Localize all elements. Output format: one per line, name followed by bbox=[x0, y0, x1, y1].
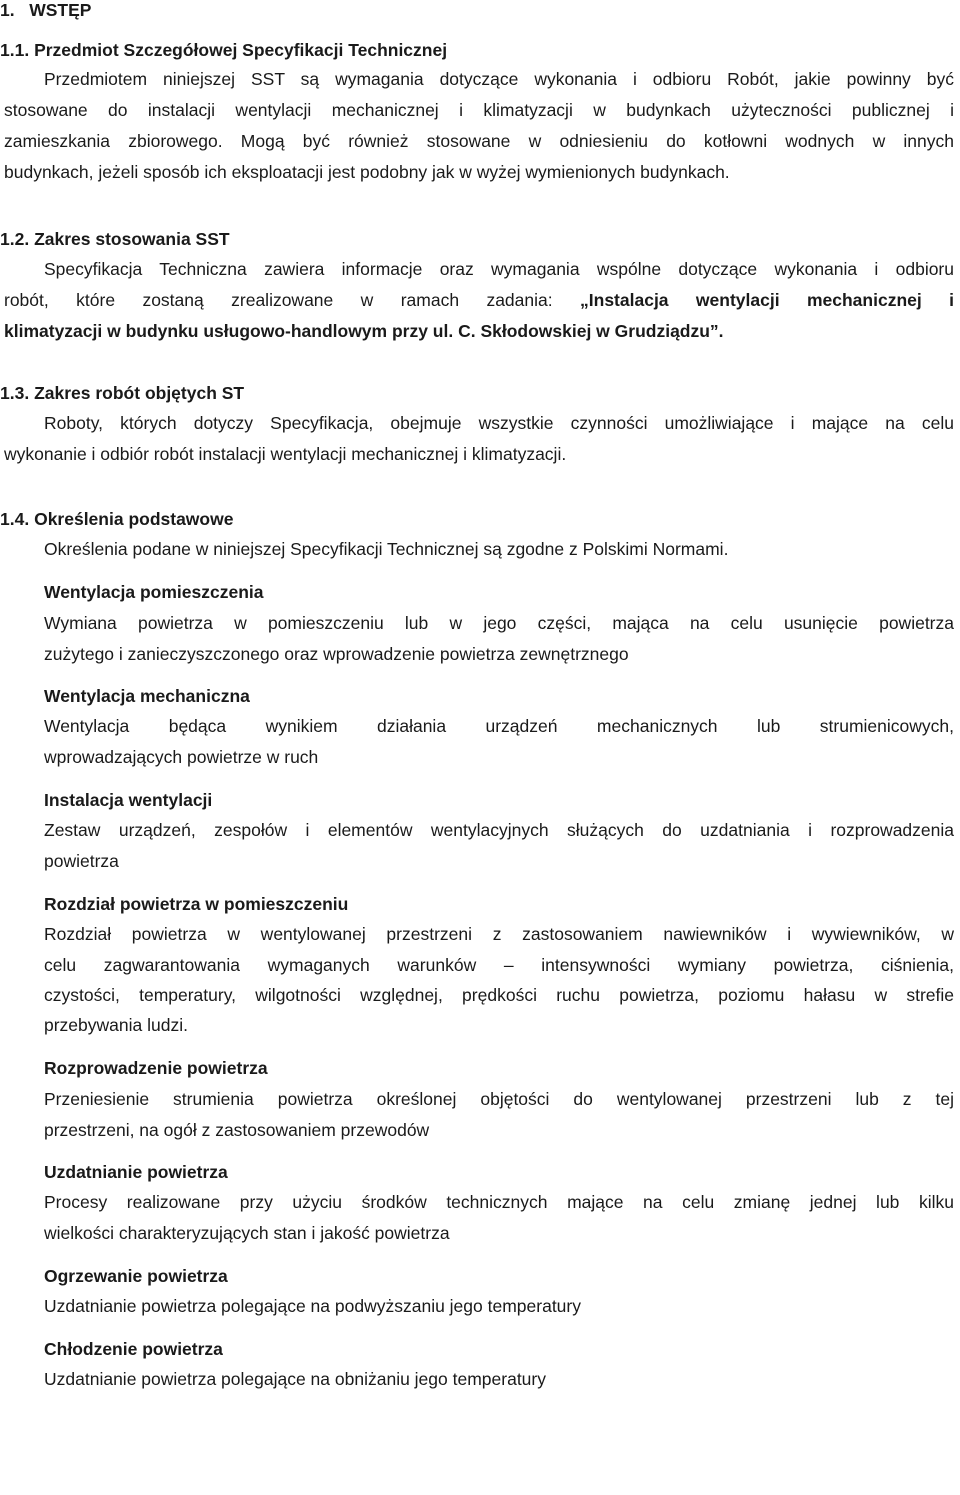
section-heading-1-1 bbox=[0, 40, 447, 61]
definition-line bbox=[44, 1089, 954, 1110]
section-title: Zakres stosowania SST bbox=[34, 229, 230, 249]
chapter-number: 1. bbox=[0, 0, 15, 20]
task-name-bold: klimatyzacji w budynku usługowo-handlowym przy ul. C. Skłodowskiej w Grudziądzu”. bbox=[4, 321, 724, 341]
definition-line: wprowadzających powietrze w ruch bbox=[44, 747, 319, 767]
text-line: Przedmiotem niniejszej SST są wymagania dotyczące wykonania i odbioru Robót, jakie powinny być bbox=[44, 69, 954, 89]
text-line: Specyfikacja Techniczna zawiera informacje oraz wymagania wspólne dotyczące wykonania i odbioru bbox=[44, 259, 954, 279]
definition-line: przebywania ludzi. bbox=[44, 1015, 188, 1035]
chapter-title: WSTĘP bbox=[29, 0, 92, 20]
paragraph-line bbox=[44, 69, 954, 90]
section-title: Przedmiot Szczegółowej Specyfikacji Technicznej bbox=[34, 40, 448, 60]
definition-line bbox=[44, 955, 954, 976]
definition-line: Uzdatnianie powietrza polegające na podwyższaniu jego temperatury bbox=[44, 1296, 581, 1316]
task-name-bold: „Instalacja wentylacji mechanicznej i bbox=[580, 290, 954, 310]
paragraph-line bbox=[44, 259, 954, 280]
text-line: Rozdział powietrza w wentylowanej przestrzeni z zastosowaniem nawiewników i wywiewników, w bbox=[44, 924, 954, 944]
text-line bbox=[4, 290, 954, 311]
definition-term: Rozprowadzenie powietrza bbox=[44, 1058, 268, 1078]
section-number: 1.1. bbox=[0, 40, 30, 60]
text-line: czystości, temperatury, wilgotności względnej, prędkości ruchu powietrza, poziomu hałasu w strefie bbox=[44, 985, 954, 1005]
definition-term: Chłodzenie powietrza bbox=[44, 1339, 223, 1359]
paragraph-line bbox=[44, 413, 954, 434]
section-title: Określenia podstawowe bbox=[34, 509, 234, 529]
definition-line: zużytego i zanieczyszczonego oraz wprowadzenie powietrza zewnętrznego bbox=[44, 644, 629, 664]
text-line: Wymiana powietrza w pomieszczeniu lub w jego części, mająca na celu usunięcie powietrza bbox=[44, 613, 954, 633]
definition-line: Uzdatnianie powietrza polegające na obniżaniu jego temperatury bbox=[44, 1369, 546, 1389]
section-number: 1.3. bbox=[0, 383, 30, 403]
definition-line bbox=[44, 985, 954, 1006]
paragraph-line bbox=[4, 131, 954, 152]
text-line: Procesy realizowane przy użyciu środków technicznych mające na celu zmianę jednej lub kilku bbox=[44, 1192, 954, 1212]
text-line: Roboty, których dotyczy Specyfikacja, obejmuje wszystkie czynności umożliwiające i mające na celu bbox=[44, 413, 954, 433]
definition-line bbox=[44, 820, 954, 841]
paragraph-line bbox=[4, 290, 954, 311]
definition-term: Wentylacja mechaniczna bbox=[44, 686, 250, 706]
definition-line bbox=[44, 716, 954, 737]
definition-line: przestrzeni, na ogół z zastosowaniem przewodów bbox=[44, 1120, 430, 1140]
definition-term: Ogrzewanie powietrza bbox=[44, 1266, 228, 1286]
text-line: celu zagwarantowania wymaganych warunków – intensywności wymiany powietrza, ciśnienia, bbox=[44, 955, 954, 975]
definition-term: Uzdatnianie powietrza bbox=[44, 1162, 228, 1182]
section-title: Zakres robót objętych ST bbox=[34, 383, 245, 403]
section-heading-1-4 bbox=[0, 509, 233, 530]
definition-line bbox=[44, 613, 954, 634]
definition-line: wielkości charakteryzujących stan i jakość powietrza bbox=[44, 1223, 450, 1243]
paragraph-line bbox=[4, 100, 954, 121]
section-heading-1-2 bbox=[0, 229, 230, 250]
definition-term: Instalacja wentylacji bbox=[44, 790, 213, 810]
text-line: stosowane do instalacji wentylacji mechanicznej i klimatyzacji w budynkach użyteczności publicznej i bbox=[4, 100, 954, 120]
text-line: Przeniesienie strumienia powietrza określonej objętości do wentylowanej przestrzeni lub z tej bbox=[44, 1089, 954, 1109]
text-line: Zestaw urządzeń, zespołów i elementów wentylacyjnych służących do uzdatniania i rozprowadzenia bbox=[44, 820, 954, 840]
chapter-heading bbox=[0, 0, 91, 21]
definition-term: Rozdział powietrza w pomieszczeniu bbox=[44, 894, 349, 914]
text-line: zamieszkania zbiorowego. Mogą być również stosowane w odniesieniu do kotłowni wodnych w innych bbox=[4, 131, 954, 151]
text-normal: robót, które zostaną zrealizowane w ramach zadania: bbox=[4, 290, 581, 310]
intro-line: Określenia podane w niniejszej Specyfikacji Technicznej są zgodne z Polskimi Normami. bbox=[44, 539, 729, 559]
section-number: 1.4. bbox=[0, 509, 30, 529]
definition-line bbox=[44, 924, 954, 945]
paragraph-line: wykonanie i odbiór robót instalacji wentylacji mechanicznej i klimatyzacji. bbox=[4, 444, 567, 464]
text-line: Wentylacja będąca wynikiem działania urządzeń mechanicznych lub strumienicowych, bbox=[44, 716, 954, 736]
paragraph-line: budynkach, jeżeli sposób ich eksploatacji jest podobny jak w wyżej wymienionych budynkach. bbox=[4, 162, 730, 182]
section-heading-1-3 bbox=[0, 383, 244, 404]
definition-term: Wentylacja pomieszczenia bbox=[44, 582, 264, 602]
definition-line bbox=[44, 1192, 954, 1213]
section-number: 1.2. bbox=[0, 229, 30, 249]
definition-line: powietrza bbox=[44, 851, 119, 871]
